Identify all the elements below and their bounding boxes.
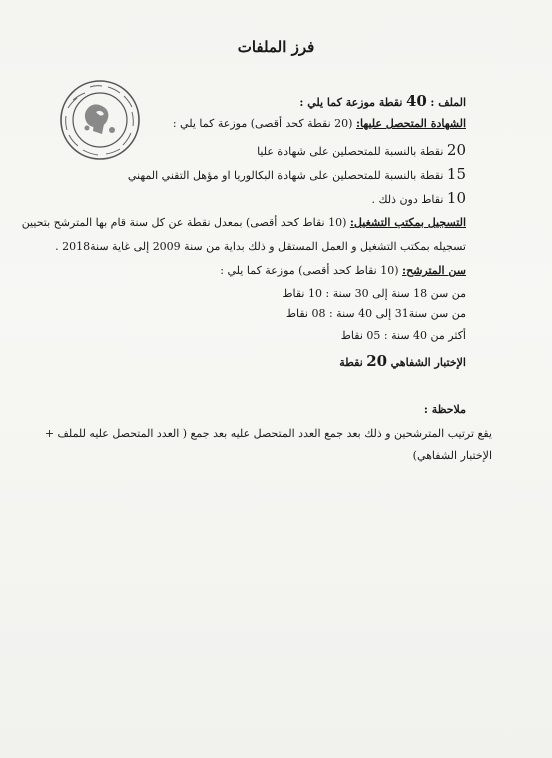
oral-exam-label: الإختبار الشفاهي [390, 356, 466, 369]
oral-exam-points: 20 [366, 352, 388, 370]
age-heading: سن المترشح: [402, 264, 466, 277]
employment-text-1: (10 نقاط كحد أقصى) بمعدل نقطة عن كل سنة قام بها المترشح بتحيين [21, 216, 347, 229]
age-subtitle: (10 نقاط كحد أقصى) موزعة كما يلي : [220, 264, 399, 277]
age-item: من سن 18 سنة إلى 30 سنة : 10 نقاط [282, 287, 466, 300]
file-points: 40 [405, 92, 427, 110]
degree-item-text: نقاط دون ذلك . [371, 193, 444, 206]
oral-exam-line [339, 352, 466, 370]
degree-item [371, 189, 466, 207]
degree-subtitle: (20 نقطة كحد أقصى) موزعة كما يلي : [172, 117, 353, 130]
employment-heading-line [22, 216, 466, 229]
file-label: الملف : [430, 96, 466, 109]
official-stamp [58, 78, 142, 162]
age-item: من سن سنة31 إلى 40 سنة : 08 نقاط [285, 307, 466, 320]
degree-heading: الشهادة المتحصل عليها: [355, 117, 466, 130]
employment-text-2: تسجيله بمكتب التشغيل و العمل المستقل و ذلك بداية من سنة 2009 إلى غاية سنة2018 . [55, 240, 466, 253]
degree-item-text: نقطة بالنسبة للمتحصلين على شهادة البكالوريا او مؤهل التقني المهني [127, 169, 444, 182]
note-heading-line [424, 403, 466, 416]
age-item: أكثر من 40 سنة : 05 نقاط [340, 329, 466, 342]
document-title: فرز الملفات [237, 38, 315, 56]
age-heading-line [220, 264, 466, 277]
employment-heading: التسجيل بمكتب التشغيل: [349, 216, 466, 229]
file-points-line [299, 92, 466, 110]
degree-item [128, 165, 466, 183]
degree-item-text: نقطة بالنسبة للمتحصلين على شهادة عليا [257, 145, 444, 158]
degree-item [257, 141, 466, 159]
oral-exam-unit: نقطة [339, 356, 363, 369]
degree-item-points: 10 [446, 189, 466, 207]
degree-item-points: 15 [446, 165, 466, 183]
note-text-1: يقع ترتيب المترشحين و ذلك بعد جمع العدد المتحصل عليه بعد جمع ( العدد المتحصل عليه للملف + [44, 427, 492, 440]
file-points-text: نقطة موزعة كما يلي : [299, 96, 403, 109]
note-heading: ملاحظة : [423, 403, 466, 416]
degree-item-points: 20 [446, 141, 466, 159]
note-text-2: الإختبار الشفاهي) [412, 449, 492, 462]
degree-heading-line [173, 117, 466, 130]
